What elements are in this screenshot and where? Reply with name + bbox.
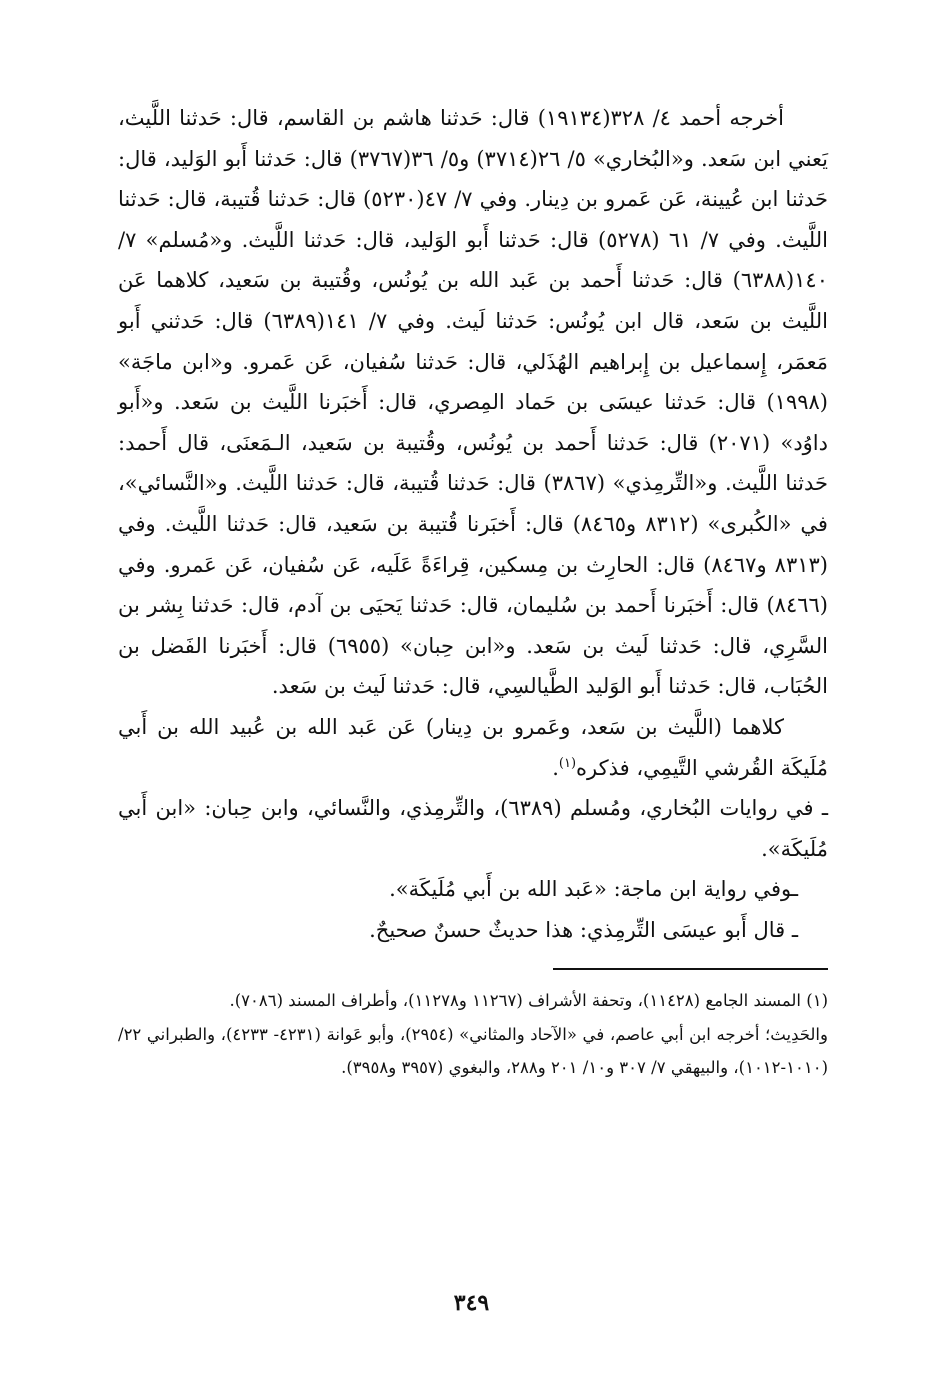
footnote-1-continuation: والحَدِيث؛ أخرجه ابن أبي عاصم، في «الآحاد والمثاني» (٢٩٥٤)، وأبو عَوانة (٤٢٣١- ٤٢٣٣)، والطبراني ٢٢/ (١٠١٠-١٠١٢)، والبيهقي ٧/ ٣٠٧ و١٠/ ٢٠١ و٢٨٨، والبغوي (٣٩٥٧ و٣٩٥٨). — [118, 1024, 828, 1078]
footnote-1: (١) المسند الجامع (١١٤٢٨)، وتحفة الأشراف (١١٢٦٧ و١١٢٧٨)، وأطراف المسند (٧٠٨٦). — [229, 991, 828, 1011]
main-text — [118, 98, 828, 950]
page-content — [118, 98, 828, 1085]
chain-summary-paragraph — [118, 707, 828, 788]
footnote-marker: (١) — [558, 755, 577, 771]
footnotes — [118, 984, 828, 1085]
chain-summary-end: . — [552, 755, 559, 780]
page-number: ٣٤٩ — [453, 1290, 490, 1316]
note-ibn-majah: ـوفي رواية ابن ماجة: «عَبد الله بن أَبي مُلَيكَة». — [389, 877, 798, 902]
note-narrations: ـ في روايات البُخاري، ومُسلم (٦٣٨٩)، والتِّرمِذي، والنَّسائي، وابن حِبان: «ابن أَبي مُلَيكَة». — [118, 796, 828, 861]
takhrij-paragraph: أخرجه أحمد ٤/ ٣٢٨(١٩١٣٤) قال: حَدثنا هاشم بن القاسم، قال: حَدثنا اللَّيث، يَعني ابن سَعد. و«البُخاري» ٥/ ٢٦(٣٧١٤) و٥/ ٣٦(٣٧٦٧) قال: حَدثنا أَبو الوَليد، قال: حَدثنا ابن عُيينة، عَن عَمرو بن دِينار. وفي ٧/ ٤٧(٥٢٣٠) قال: حَدثنا قُتيبة، قال: حَدثنا اللَّيث. وفي ٧/ ٦١ (٥٢٧٨) قال: حَدثنا أَبو الوَليد، قال: حَدثنا اللَّيث. و«مُسلم» ٧/ ١٤٠(٦٣٨٨) قال: حَدثنا أَحمد بن عَبد الله بن يُونُس، وقُتيبة بن سَعيد، كلاهما عَن اللَّيث بن سَعد، قال ابن يُونُس: حَدثنا لَيث. وفي ٧/ ١٤١(٦٣٨٩) قال: حَدثني أَبو مَعمَر، إِسماعيل بن إِبراهيم الهُذَلي، قال: حَدثنا سُفيان، عَن عَمرو. و«ابن ماجَة» (١٩٩٨) قال: حَدثنا عيسَى بن حَماد المِصري، قال: أَخبَرنا اللَّيث بن سَعد. و«أَبو داوُد» (٢٠٧١) قال: حَدثنا أَحمد بن يُونُس، وقُتيبة بن سَعيد، الـمَعنَى، قال أَحمد: حَدثنا اللَّيث. و«التِّرمِذي» (٣٨٦٧) قال: حَدثنا قُتيبة، قال: حَدثنا اللَّيث. و«النَّسائي»، في «الكُبرى» (٨٣١٢ و٨٤٦٥) قال: أَخبَرنا قُتيبة بن سَعيد، قال: حَدثنا اللَّيث. وفي (٨٣١٣ و٨٤٦٧) قال: الحارِث بن مِسكين، قِراءَةً عَلَيه، عَن سُفيان، عَن عَمرو. وفي (٨٤٦٦) قال: أَخبَرنا أَحمد بن سُليمان، قال: حَدثنا يَحيَى بن آدم، قال: حَدثنا بِشر بن السَّرِي، قال: حَدثنا لَيث بن سَعد. و«ابن حِبان» (٦٩٥٥) قال: أَخبَرنا الفَضل بن الحُبَاب، قال: حَدثنا أَبو الوَليد الطَّيالسِي، قال: حَدثنا لَيث بن سَعد. — [118, 106, 829, 699]
footnote-divider — [553, 968, 828, 970]
chain-summary-text: كلاهما (اللَّيث بن سَعد، وعَمرو بن دِينار) عَن عَبد الله بن عُبيد الله بن أَبي مُلَيكَة القُرشي التَّيمِي، فذكره — [118, 714, 828, 780]
note-tirmidhi-grading: ـ قال أَبو عيسَى التِّرمِذي: هذا حديثٌ حسنٌ صحيحٌ. — [369, 917, 798, 942]
